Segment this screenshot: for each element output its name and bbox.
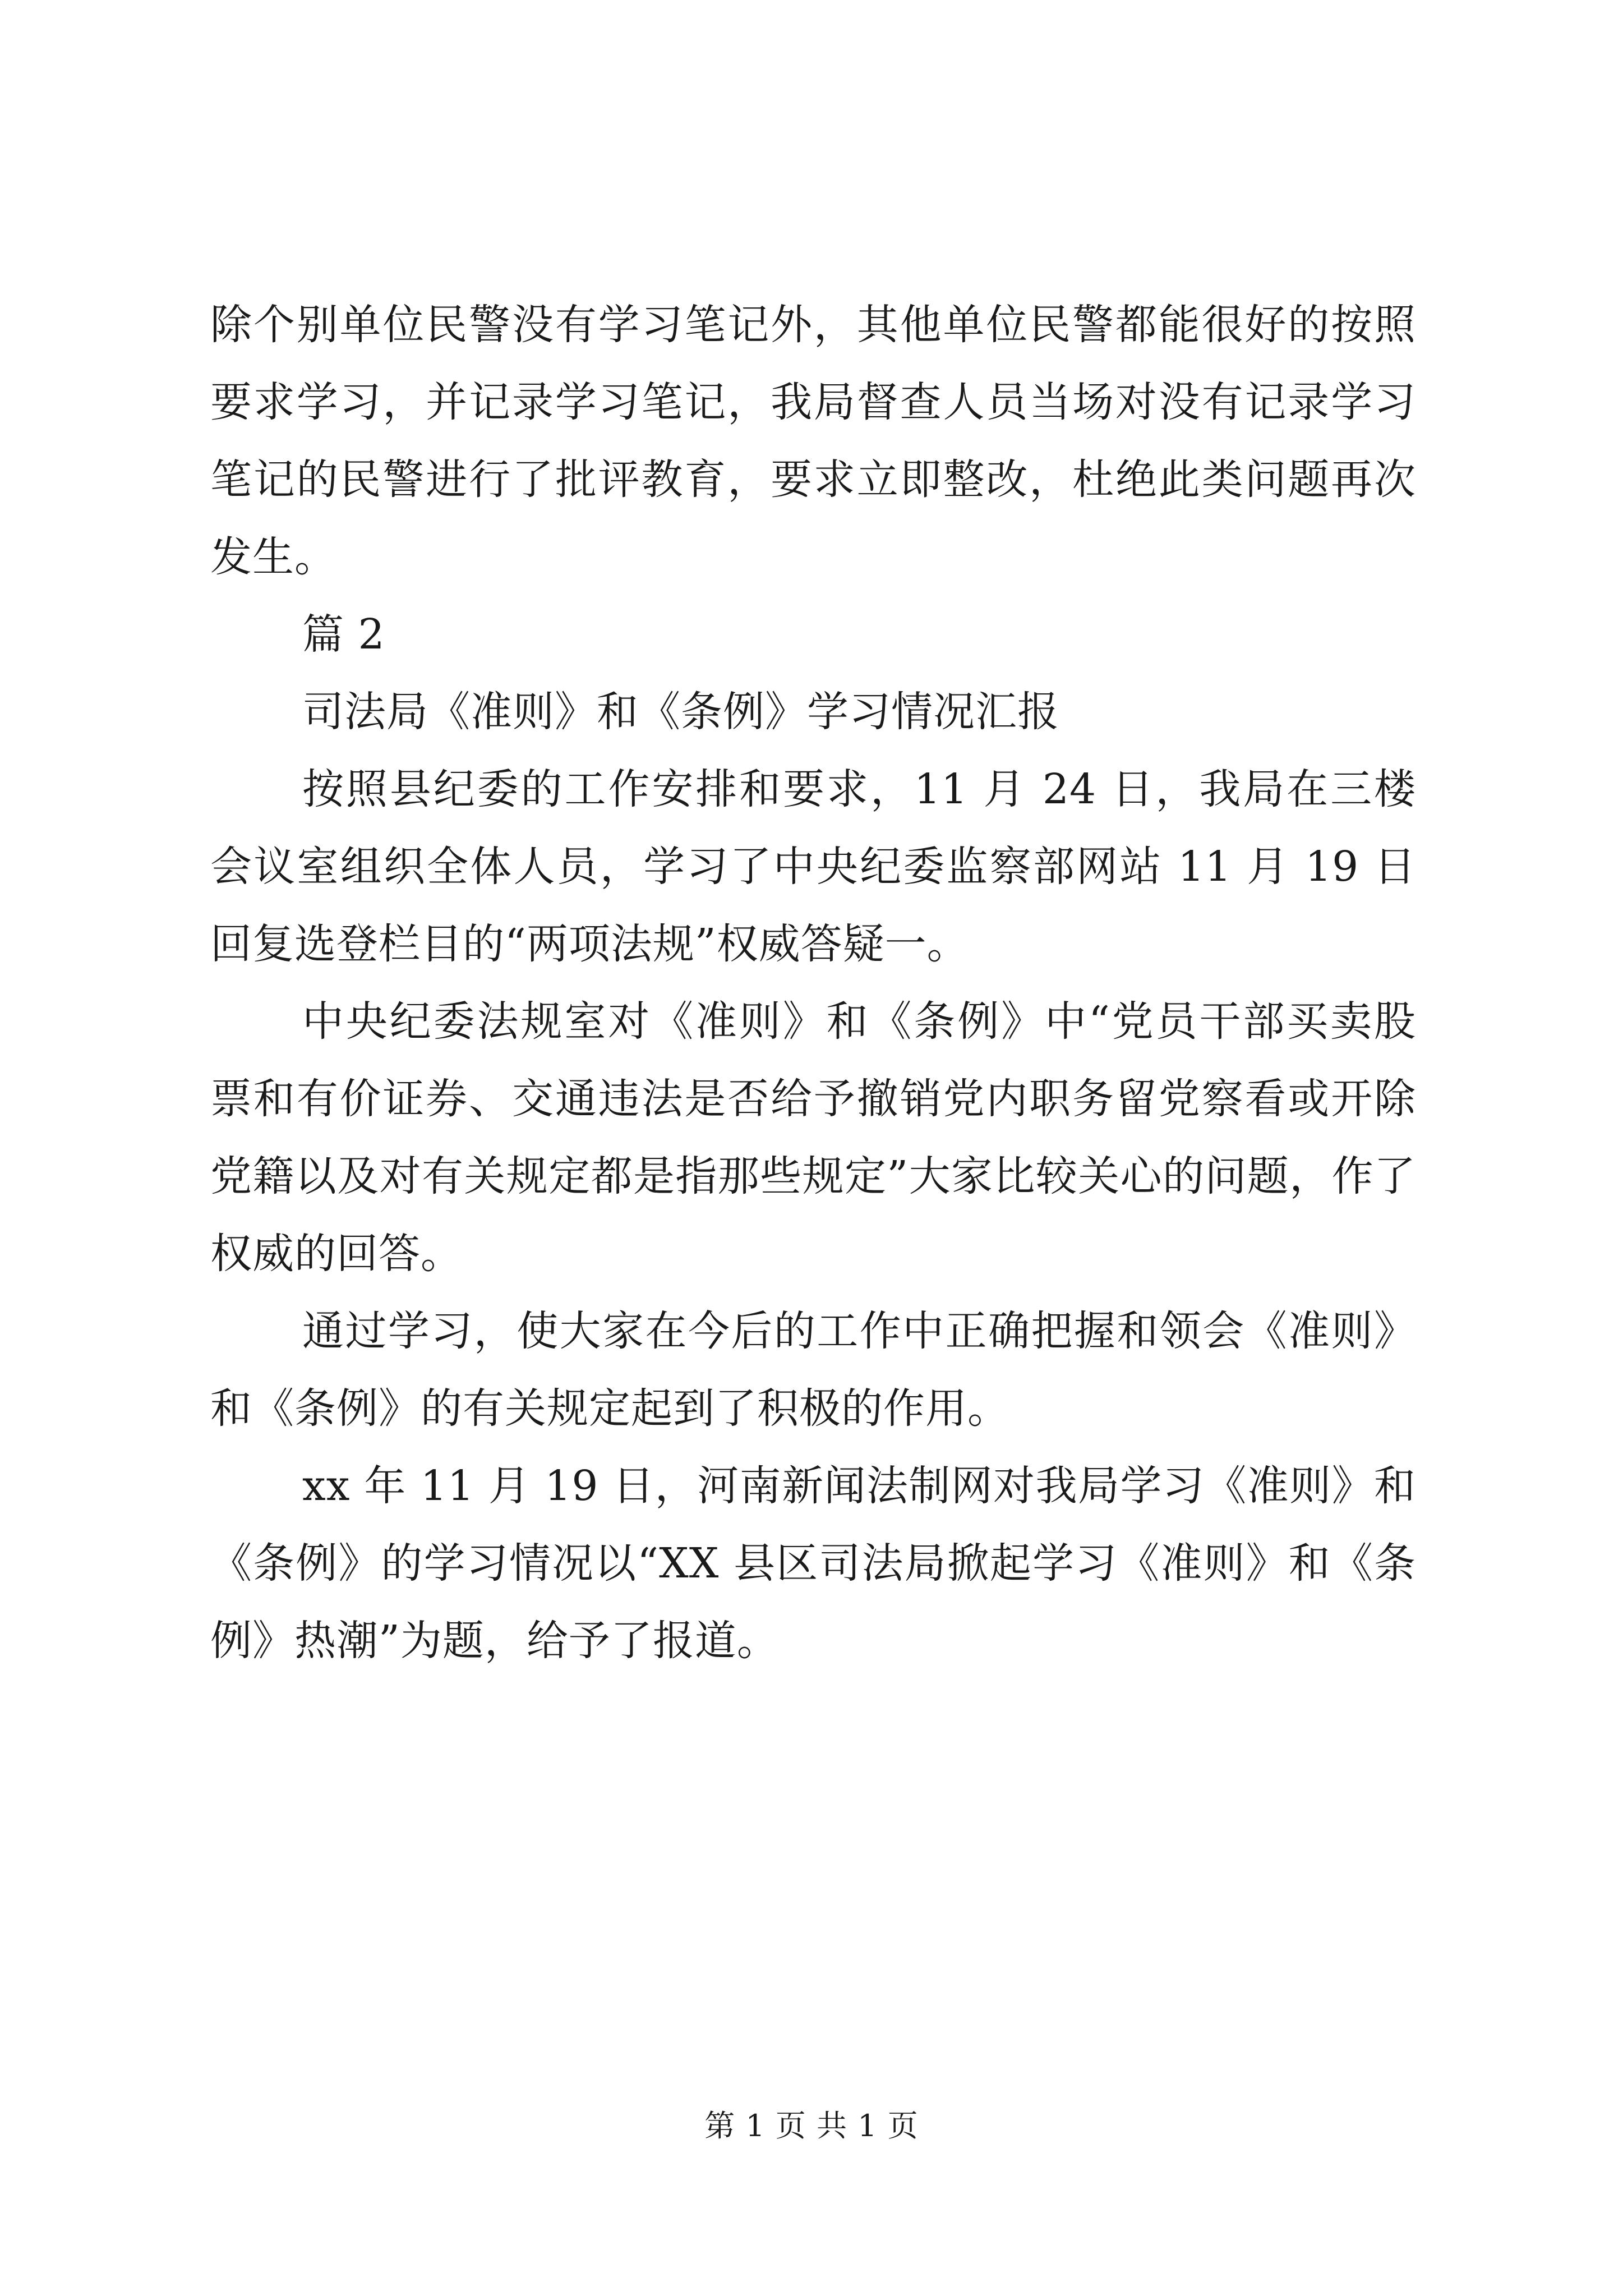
paragraph-study-arrangement: 按照县纪委的工作安排和要求，11 月 24 日，我局在三楼会议室组织全体人员，学习了中央纪委监察部网站 11 月 19 日回复选登栏目的“两项法规”权威答疑一。 [210,765,1416,968]
paragraph-study-effect: 通过学习，使大家在今后的工作中正确把握和领会《准则》和《条例》的有关规定起到了积极的作用。 [210,1307,1416,1433]
paragraph-news-report: xx 年 11 月 19 日，河南新闻法制网对我局学习《准则》和《条例》的学习情况以“XX 县区司法局掀起学习《准则》和《条例》热潮”为题，给予了报道。 [210,1462,1416,1665]
section-title: 司法局《准则》和《条例》学习情况汇报 [302,688,1059,736]
paragraph-continuation: 除个别单位民警没有学习笔记外，其他单位民警都能很好的按照要求学习，并记录学习笔记，我局督查人员当场对没有记录学习笔记的民警进行了批评教育，要求立即整改，杜绝此类问题再次发生。 [210,301,1416,581]
paragraph-authority-answer: 中央纪委法规室对《准则》和《条例》中“党员干部买卖股票和有价证券、交通违法是否给予撤销党内职务留党察看或开除党籍以及对有关规定都是指那些规定”大家比较关心的问题，作了权威的回答。 [210,997,1416,1278]
page-footer: 第 1 页 共 1 页 [704,2108,919,2143]
section-marker: 篇 2 [302,610,385,659]
document-body [210,286,1416,1680]
